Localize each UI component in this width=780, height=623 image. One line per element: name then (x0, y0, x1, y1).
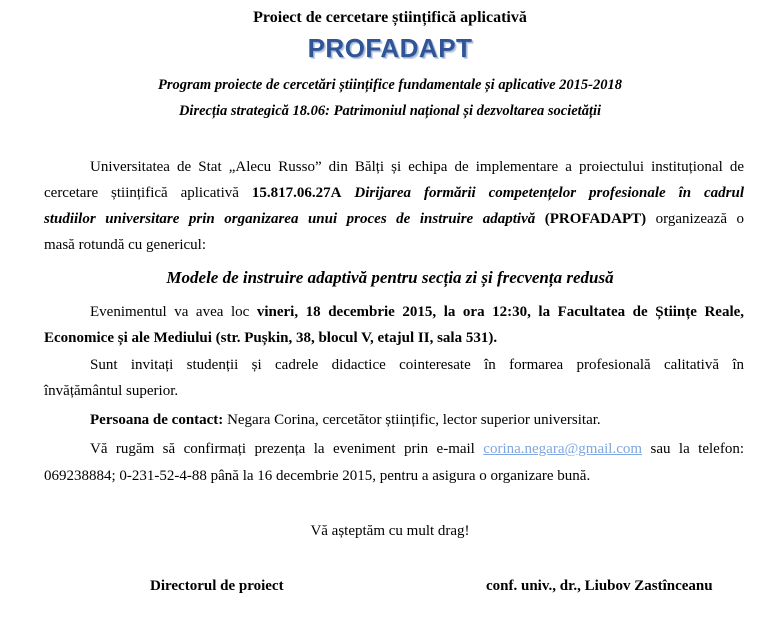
project-code: 15.817.06.27A (251, 185, 342, 201)
confirm-line-1 (90, 439, 744, 459)
intro-text-3-end: organizează o (655, 211, 745, 227)
intro-line-3 (44, 209, 744, 229)
event-date-place: vineri, 18 decembrie 2015, la ora 12:30, la Facultatea de Științe Reale, (256, 304, 745, 320)
email-link[interactable]: corina.negara@gmail.com (483, 441, 643, 457)
event-line-2 (44, 328, 744, 348)
invite-text-2: învățământul superior. (44, 383, 179, 399)
invite-text-1: Sunt invitați studenții și cadrele didactice cointeresate în formarea profesională calitativă în (90, 357, 744, 373)
confirm-text-1: Vă rugăm să confirmați prezența la eveniment prin e-mail (90, 441, 475, 457)
program-subtitle: Program proiecte de cercetări științifice fundamentale și aplicative 2015-2018 (158, 77, 622, 93)
round-table-title: Modele de instruire adaptivă pentru secția zi și frecvența redusă (166, 268, 614, 287)
intro-line-1 (90, 157, 744, 177)
intro-line-2 (44, 183, 744, 203)
intro-text-4: masă rotundă cu genericul: (44, 237, 207, 253)
signature-right: conf. univ., dr., Liubov Zastînceanu (486, 578, 713, 594)
event-line-1 (90, 302, 744, 322)
signature-left: Directorul de proiect (150, 578, 284, 594)
contact-line (90, 410, 744, 430)
project-name-part-1: Dirijarea formării competențelor profesionale în cadrul (354, 185, 745, 201)
intro-text-2a: cercetare științifică aplicativă (44, 185, 239, 201)
intro-text-1: Universitatea de Stat „Alecu Russo” din Bălți și echipa de implementare a proiectului instituțional de (90, 159, 744, 175)
closing-text: Vă așteptăm cu mult drag! (310, 523, 470, 539)
strategic-direction: Direcția strategică 18.06: Patrimoniul național și dezvoltarea societății (178, 103, 602, 119)
document-title: Proiect de cercetare științifică aplicativă (253, 9, 527, 26)
project-acronym-inline: (PROFADAPT) (544, 211, 647, 227)
project-acronym-logo: PROFADAPT (307, 33, 473, 63)
contact-text: Negara Corina, cercetător științific, lector superior universitar. (227, 412, 601, 428)
project-name-part-2: studiilor universitare prin organizarea unui proces de instruire adaptivă (44, 211, 536, 227)
invite-line-2 (44, 381, 744, 401)
invite-line-1 (90, 355, 744, 375)
confirm-line-2 (44, 466, 744, 486)
intro-line-4 (44, 235, 744, 255)
contact-label: Persoana de contact: (90, 412, 224, 428)
confirm-text-1b: sau la telefon: (650, 441, 744, 457)
event-address: Economice și ale Mediului (str. Pușkin, 38, blocul V, etajul II, sala 531). (44, 330, 498, 346)
confirm-text-2: 069238884; 0-231-52-4-88 până la 16 decembrie 2015, pentru a asigura o organizare bună. (44, 468, 591, 484)
event-text-1: Evenimentul va avea loc (90, 304, 250, 320)
